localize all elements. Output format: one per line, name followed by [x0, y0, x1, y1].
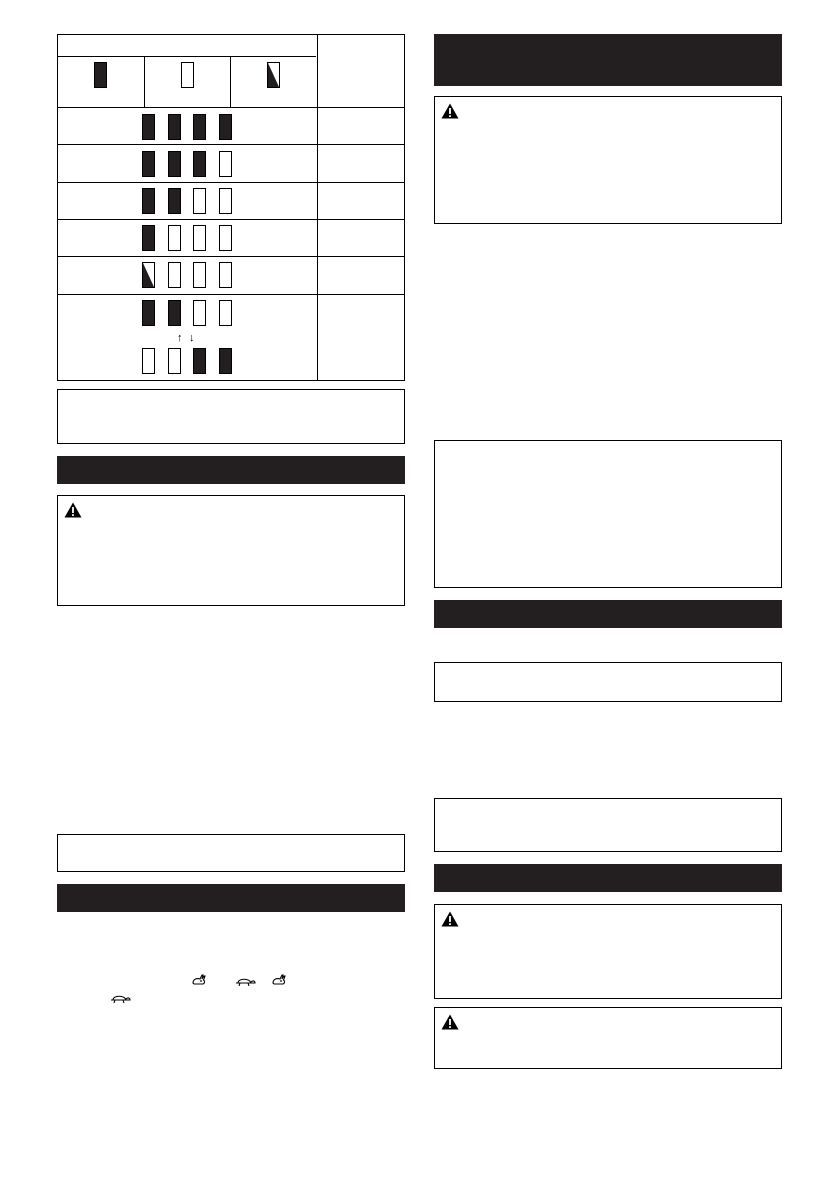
indicator-lamp — [142, 225, 155, 251]
indicator-lamp — [168, 151, 181, 177]
indicator-lamp — [142, 151, 155, 177]
turtle-icon — [235, 975, 257, 987]
caution-box — [434, 96, 782, 224]
warning-triangle-icon — [441, 103, 459, 119]
indicator-lamp — [219, 188, 232, 214]
section-header-bar — [434, 34, 782, 86]
section-header-bar — [57, 456, 405, 484]
indicator-lamp — [168, 188, 181, 214]
indicator-lamp — [142, 188, 155, 214]
rabbit-icon — [190, 973, 208, 987]
arrow-up-icon: ↑ — [177, 332, 183, 344]
indicator-lamp — [168, 225, 181, 251]
indicator-lamp — [219, 300, 232, 326]
legend-off-indicator — [181, 62, 194, 88]
section-header-bar — [434, 864, 782, 892]
indicator-lamp — [193, 151, 206, 177]
section-header-bar — [57, 884, 405, 912]
indicator-lamp — [168, 114, 181, 140]
warning-triangle-icon — [441, 911, 459, 927]
note-box — [434, 440, 782, 588]
note-box — [434, 662, 782, 702]
indicator-lamp — [168, 262, 181, 288]
indicator-lamp — [142, 348, 155, 374]
legend-blinking-indicator — [267, 62, 280, 88]
indicator-lamp — [193, 348, 206, 374]
indicator-lamp — [142, 262, 155, 288]
note-box — [57, 389, 405, 444]
indicator-lamp — [193, 114, 206, 140]
warning-triangle-icon — [64, 502, 82, 518]
indicator-lamp — [193, 225, 206, 251]
indicator-lamp — [142, 300, 155, 326]
indicator-lamp — [219, 225, 232, 251]
caution-box — [434, 904, 782, 999]
indicator-lamp — [219, 114, 232, 140]
indicator-lamp — [142, 114, 155, 140]
indicator-lamp — [193, 300, 206, 326]
indicator-lamp — [219, 348, 232, 374]
indicator-lamp — [168, 300, 181, 326]
warning-triangle-icon — [441, 1014, 459, 1030]
note-box — [434, 798, 782, 852]
rabbit-icon — [270, 973, 288, 987]
legend-lit-indicator — [94, 62, 107, 88]
indicator-lamp — [168, 348, 181, 374]
indicator-lamp — [193, 262, 206, 288]
battery-indicator-table — [57, 34, 405, 381]
arrow-down-icon: ↓ — [189, 332, 195, 344]
indicator-lamp — [219, 262, 232, 288]
note-box — [57, 834, 405, 872]
caution-box — [57, 495, 405, 606]
section-header-bar — [434, 600, 782, 628]
caution-box — [434, 1007, 782, 1069]
indicator-lamp — [219, 151, 232, 177]
indicator-lamp — [193, 188, 206, 214]
turtle-icon — [110, 992, 132, 1004]
